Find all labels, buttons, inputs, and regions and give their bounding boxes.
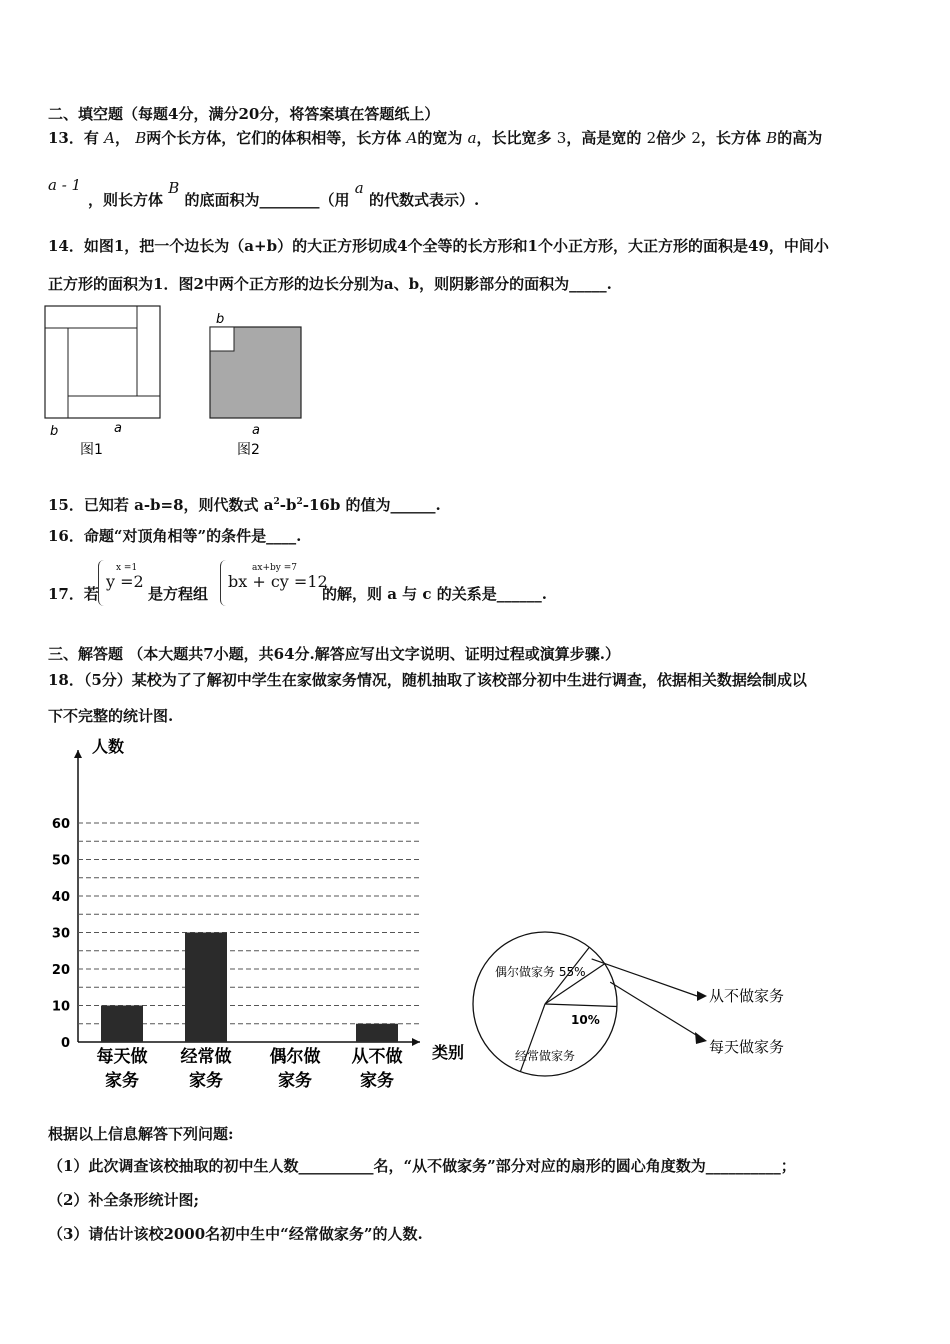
fig2-caption: 图2 — [237, 442, 260, 458]
q13-text: ，则长方体 — [88, 191, 164, 209]
pie-label: 偶尔做家务 55% — [495, 965, 586, 979]
q13-text: 两个长方体，它们的体积相等，长方体 — [146, 129, 402, 147]
q13-text: 的代数式表示）. — [368, 191, 480, 209]
pie-label: 经常做家务 — [515, 1049, 576, 1063]
question-18-2: （2）补全条形统计图; — [48, 1191, 199, 1209]
bar — [185, 933, 227, 1043]
question-18-1: （1）此次调查该校抽取的初中生人数__________名，“从不做家务”部分对应的扇形的圆心角度数为__________； — [48, 1157, 796, 1175]
question-18-line-1: 18．（5分）某校为了了解初中学生在家做家务情况，随机抽取了该校部分初中生进行调查，依据相关数据绘制成以 — [48, 671, 807, 689]
fig1-caption: 图1 — [80, 442, 103, 458]
q13-text: 的底面积为________（用 — [184, 191, 350, 209]
q13-var-a: a — [467, 129, 477, 147]
question-18-3: （3）请估计该校2000名初中生中“经常做家务”的人数. — [48, 1225, 423, 1243]
category-label: 经常做 — [180, 1047, 232, 1067]
question-14-line-2: 正方形的面积为1．图2中两个正方形的边长分别为a、b，则阴影部分的面积为_____. — [48, 275, 612, 293]
q13-number: 2 — [691, 129, 701, 147]
pie-outside-label: 从不做家务 — [709, 987, 785, 1005]
y-tick-label: 10 — [51, 999, 70, 1015]
q13-var-a-upper: A — [406, 129, 418, 147]
q13-expression: a - 1 — [48, 176, 82, 194]
q17-suffix: 的解，则 a 与 c 的关系是______. — [322, 585, 547, 603]
y-tick-label: 50 — [51, 853, 70, 869]
q13-var-a: a — [354, 179, 364, 197]
x-axis-label: 类别 — [432, 1043, 465, 1062]
question-13-line-2 — [88, 179, 480, 210]
question-18-line-2: 下不完整的统计图. — [48, 707, 174, 725]
q13-text: ，高是宽的 — [566, 129, 642, 147]
q15-text: -b — [279, 496, 297, 514]
q17-system1-bottom: y =2 — [106, 572, 144, 591]
category-label: 每天做 — [96, 1047, 148, 1067]
bar — [356, 1024, 398, 1042]
q13-var-b-upper: B — [168, 179, 180, 197]
y-tick-label: 20 — [51, 963, 70, 978]
category-label: 家务 — [360, 1071, 394, 1091]
q13-text: 的宽为 — [417, 129, 463, 147]
q17-brace-1 — [98, 560, 105, 606]
q13-number: 2 — [646, 129, 657, 147]
section-2-title: 二、填空题（每题4分，满分20分，将答案填在答题纸上） — [48, 105, 440, 123]
category-label: 家务 — [105, 1071, 139, 1091]
question-13-line-1 — [48, 128, 822, 148]
fig1-label-b: b — [50, 424, 59, 439]
q17-mid: 是方程组 — [148, 585, 209, 603]
questions-intro: 根据以上信息解答下列问题: — [48, 1125, 234, 1143]
pie-arrow-head — [695, 1032, 707, 1044]
y-tick-label: 60 — [51, 817, 70, 832]
pie-arrow-line — [610, 982, 701, 1038]
pie-slice-boundary — [545, 1004, 617, 1007]
pie-arrow-line — [592, 959, 697, 996]
q17-system2-bottom: bx + cy =12 — [228, 572, 328, 591]
category-label: 家务 — [278, 1071, 312, 1091]
pie-chart — [460, 920, 785, 1090]
question-15 — [48, 492, 441, 515]
q13-text: ，长方体 — [700, 129, 761, 147]
bar — [101, 1006, 143, 1043]
y-tick-label: 0 — [60, 1036, 70, 1051]
q17-prefix: 17．若 — [48, 585, 99, 603]
q13-text: 倍少 — [656, 129, 687, 147]
q13-var-b-upper: B — [135, 129, 147, 147]
q13-var-b-upper: B — [766, 129, 778, 147]
q15-exponent: 2 — [273, 497, 280, 507]
y-axis-label: 人数 — [92, 737, 125, 756]
q13-var-a-upper: A — [104, 129, 115, 147]
y-tick-label: 30 — [51, 926, 70, 942]
y-axis-arrow — [74, 750, 82, 758]
section-3-title: 三、解答题 （本大题共7小题，共64分.解答应写出文字说明、证明过程或演算步骤.） — [48, 645, 620, 663]
q13-number: 3 — [556, 129, 567, 147]
fig2-label-a: a — [252, 423, 260, 438]
bar-chart — [40, 730, 480, 1100]
pie-outside-label: 每天做家务 — [709, 1038, 785, 1056]
x-axis-arrow — [412, 1038, 420, 1046]
q17-system1-top: x =1 — [116, 563, 138, 573]
fig1-label-a: a — [114, 421, 122, 436]
fig2-label-b: b — [216, 312, 225, 327]
pie-arrow-head — [697, 991, 707, 1001]
q13-text: ， — [114, 129, 130, 147]
figure-2 — [200, 300, 310, 460]
category-label: 偶尔做 — [269, 1047, 321, 1067]
q15-exponent: 2 — [296, 497, 303, 507]
q13-text: 的高为 — [777, 129, 823, 147]
category-label: 从不做 — [351, 1047, 403, 1067]
pie-label: 10% — [571, 1013, 600, 1027]
q17-brace-2 — [220, 560, 227, 606]
category-label: 家务 — [189, 1071, 223, 1091]
y-tick-label: 40 — [51, 890, 70, 905]
q15-text: -16b 的值为______. — [302, 496, 441, 514]
question-16: 16．命题“对顶角相等”的条件是____. — [48, 527, 302, 545]
q17-system2-top: ax+by =7 — [252, 563, 297, 573]
figure-1 — [40, 300, 170, 460]
q13-text: ，长比宽多 — [476, 129, 552, 147]
q13-text: 13．有 — [48, 129, 99, 147]
q15-text: 15．已知若 a-b=8，则代数式 a — [48, 496, 274, 514]
question-14-line-1: 14．如图1，把一个边长为（a+b）的大正方形切成4个全等的长方形和1个小正方形，大正方形的面积是49，中间小 — [48, 237, 829, 255]
